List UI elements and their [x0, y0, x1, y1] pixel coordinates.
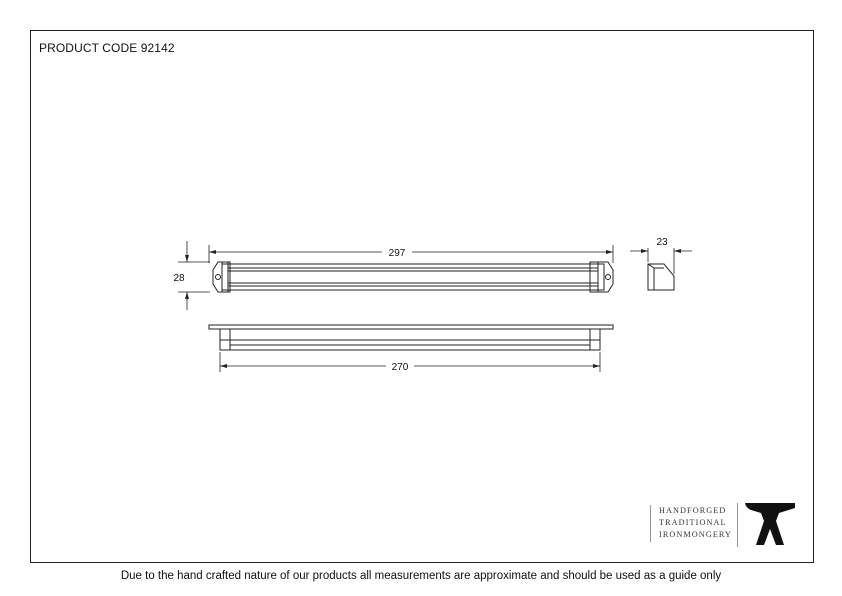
logo-wordmark — [650, 505, 732, 542]
logo-line-2: TRADITIONAL — [659, 518, 727, 528]
dimension-270-label: 270 — [391, 362, 409, 373]
anvil-icon — [743, 501, 797, 547]
logo-line-3: IRONMONGERY — [659, 530, 733, 540]
dimension-23 — [630, 248, 692, 274]
logo-divider — [737, 503, 738, 547]
product-code: PRODUCT CODE 92142 — [39, 41, 175, 55]
dimension-297-label: 297 — [388, 248, 406, 259]
brand-logo — [650, 503, 800, 547]
dimension-23-label: 23 — [656, 237, 668, 248]
disclaimer-text: Due to the hand crafted nature of our products all measurements are approximate and should be used as a guide only — [120, 570, 722, 582]
logo-line-1: HANDFORGED — [659, 506, 727, 515]
dimension-28-label: 28 — [173, 273, 185, 284]
side-view-handle — [648, 264, 674, 290]
dimension-297 — [209, 245, 613, 263]
front-view-handle — [213, 262, 613, 292]
plan-view-handle — [209, 325, 613, 350]
dimension-270 — [220, 352, 600, 372]
